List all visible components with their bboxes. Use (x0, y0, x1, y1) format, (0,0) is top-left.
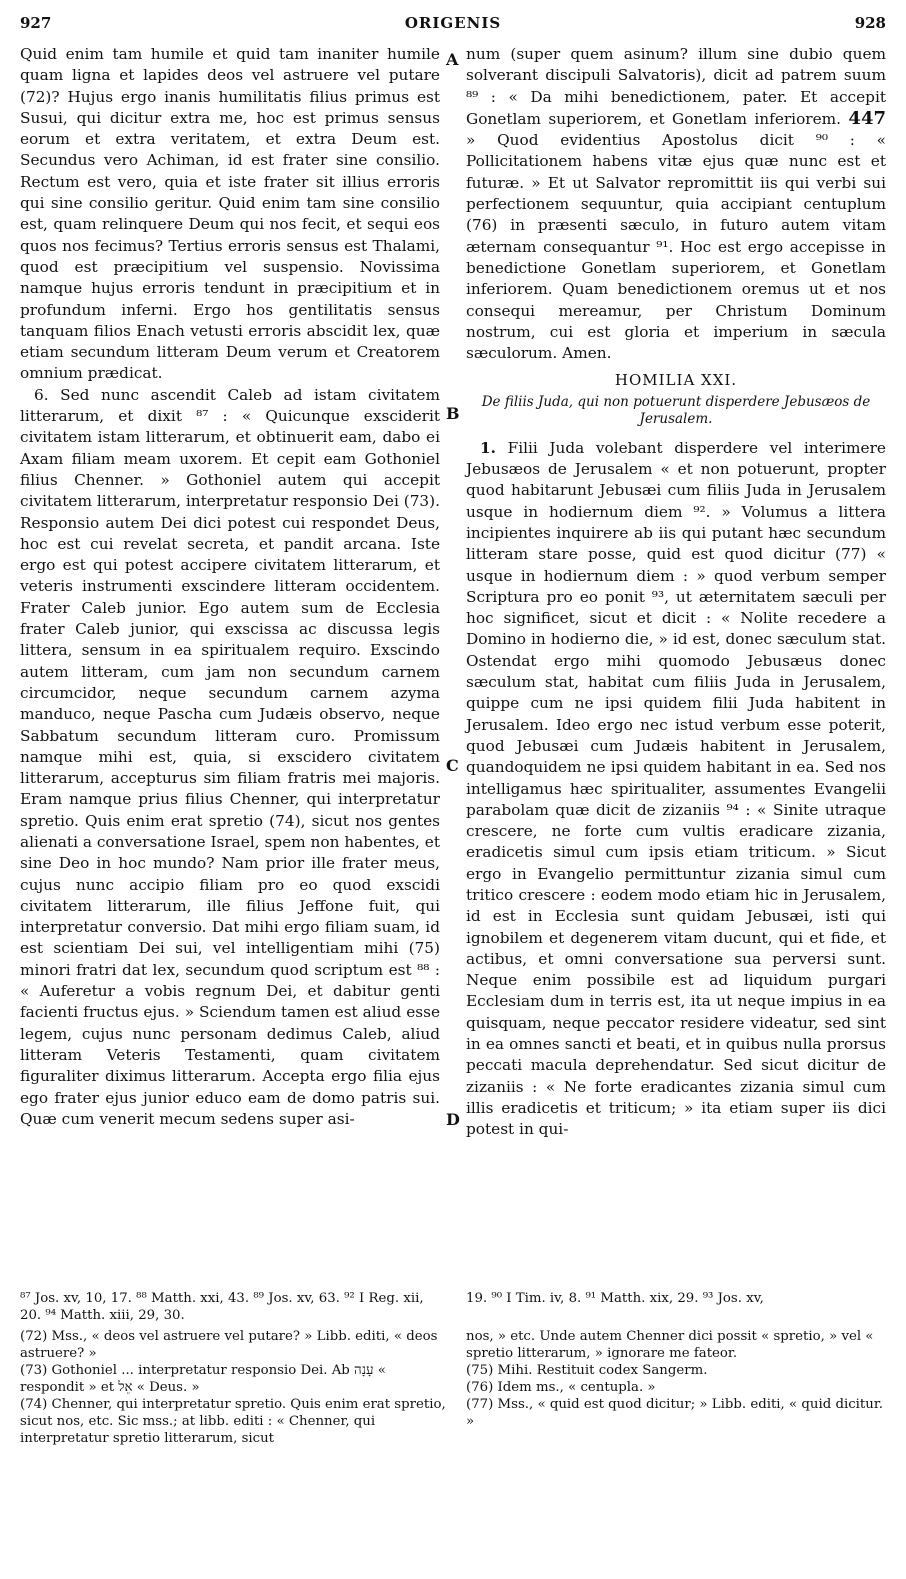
note-73: (73) Gothoniel ... interpretatur responsio Dei. Ab עָנָה « respondit » et אֵל « Deus. » (20, 1363, 386, 1395)
section-number: 447 (848, 107, 886, 129)
right-paragraph-1a: num (super quem asinum? illum sine dubio quem solverant discipuli Salvatoris), dicit ad patrem suum ⁸⁹ : « Da mihi benedictionem, pater. Et accepit Gonetlam superiorem, et Gonetlam inferiorem. (466, 45, 886, 128)
margin-letter-a: A (446, 50, 459, 69)
note-75: (75) Mihi. Restituit codex Sangerm. (466, 1363, 708, 1378)
footnote-references-left: ⁸⁷ Jos. xv, 10, 17. ⁸⁸ Matth. xxi, 43. ⁸⁹ Jos. xv, 63. ⁹² I Reg. xii, 20. ⁹⁴ Matth. xiii, 29, 30. (20, 1291, 424, 1323)
note-77: (77) Mss., « quid est quod dicitur; » Libb. editi, « quid dicitur. » (466, 1397, 883, 1429)
running-header (20, 14, 886, 38)
footnote-references-right: 19. ⁹⁰ I Tim. iv, 8. ⁹¹ Matth. xix, 29. ⁹³ Jos. xv, (466, 1291, 764, 1306)
page-number-left: 927 (20, 14, 52, 32)
left-paragraph-1: Quid enim tam humile et quid tam inaniter humile quam ligna et lapides deos vel astruere vel putare (72)? Hujus ergo inanis humilitatis filius primus est Susui, qui dicitur extra me, hoc est primus sensus eorum et extra veritatem, et extra Deum est. Secundus vero Achiman, id est frater sine consilio. Rectum est vero, quia et iste frater sit illius erroris qui sine consilio geritur. Quid enim tam sine consilio est, quam relinquere Deum qui nos fecit, et sequi eos quos nos fecimus? Tertius erroris sensus est Thalami, quod est præcipitium vel suspensio. Novissima namque hujus erroris tendunt in præcipitium et in profundum inferni. Ergo hos gentilitatis sensus tanquam filios Enach vetusti erroris abscidit lex, quæ etiam secundum litteram Deum verum et Creatorem omnium prædicat. (20, 45, 440, 383)
page-number-right: 928 (854, 14, 886, 32)
note-76: (76) Idem ms., « centupla. » (466, 1380, 656, 1395)
running-title: ORIGENIS (404, 14, 502, 32)
homily-subtitle: De filiis Juda, qui non potuerunt disperdere Jebusæos de Jerusalem. (481, 393, 871, 427)
right-paragraph-2-text: Filii Juda volebant disperdere vel interimere Jebusæos de Jerusalem « et non potuerunt, propter quod habitarunt Jebusæi cum filiis Juda in Jerusalem usque in hodiernum diem ⁹². » Volumus a littera incipientes inquirere ab iis qui putant hæc secundum litteram stare posse, quid est quod dicitur (77) « usque in hodiernum diem : » quod verbum semper Scriptura pro eo ponit ⁹³, ut æternitatem sæculi per hoc significet, sicut et dicit : « Nolite recedere a Domino in hodierno die, » id est, donec sæculum stat. Ostendat ergo mihi quomodo Jebusæus donec sæculum stat, habitat cum filiis Juda in Jerusalem, quippe cum ne ipsi quidem filii Juda habitent in Jerusalem. Ideo ergo nec istud verbum esse poterit, quod Jebusæi cum Judæis habitent in Jerusalem, quandoquidem ne ipsi quidem habitant in ea. Sed nos intelligamus hæc spiritualiter, assumentes Evangelii parabolam quæ dicit de zizaniis ⁹⁴ : « Sinite utraque crescere, ne forte cum vultis eradicare zizania, eradicetis simul cum ipsis etiam triticum. » Sicut ergo in Evangelio permittuntur zizania simul cum tritico crescere : eodem modo etiam hic in Jerusalem, id est in Ecclesia sunt quidam Jebusæi, isti qui ignobilem et degenerem vitam ducunt, qui et fide, et actibus, et omni conversatione sua perversi sunt. Neque enim possibile est ad liquidum purgari Ecclesiam dum in terris est, ita ut neque impius in ea quisquam, neque peccator residere videatur, sed sint in ea omnes sancti et beati, et in quibus nulla prorsus peccati macula deprehendatur. Sed sicut dicitur de zizaniis : « Ne forte eradicantes zizania simul cum illis eradicetis et triticum; » ita etiam super iis dici potest in qui- (466, 438, 886, 1139)
left-column (20, 44, 440, 1130)
right-column (466, 44, 886, 1141)
paragraph-number: 1. (480, 438, 496, 457)
note-74-continued: nos, » etc. Unde autem Chenner dici possit « spretio, » vel « spretio litterarum, » ignorare me fateor. (466, 1329, 874, 1361)
note-72: (72) Mss., « deos vel astruere vel putare? » Libb. editi, « deos astruere? » (20, 1329, 438, 1361)
right-paragraph-1b: » Quod evidentius Apostolus dicit ⁹⁰ : « Pollicitationem habens vitæ ejus quæ nunc est et futuræ. » Et ut Salvator repromittit iis qui verbi sui perfectionem sequuntur, quia accipiant centuplum (76) in præsenti sæculo, in futuro autem vitam æternam consequantur ⁹¹. Hoc est ergo accepisse in benedictione Gonetlam superiorem, et Gonetlam inferiorem. Quam benedictionem oremus ut et nos consequi mereamur, per Christum Dominum nostrum, cui est gloria et imperium in sæcula sæculorum. Amen. (466, 131, 886, 363)
right-paragraph-2 (466, 438, 886, 1141)
notes-left (20, 1328, 446, 1447)
margin-letter-c: C (446, 756, 459, 775)
margin-letter-d: D (446, 1110, 460, 1129)
right-paragraph-1 (466, 44, 886, 364)
homily-title: HOMILIA XXI. (614, 371, 738, 390)
margin-letter-b: B (446, 404, 460, 423)
notes-right (466, 1328, 886, 1430)
left-paragraph-2: 6. Sed nunc ascendit Caleb ad istam civitatem litterarum, et dixit ⁸⁷ : « Quicunque exsciderit civitatem istam litterarum, et obtinuerit eam, dabo ei Axam filiam meam uxorem. Et cepit eam Gothoniel filius Chenner. » Gothoniel autem qui accepit civitatem litterarum, interpretatur responsio Dei (73). Responsio autem Dei dici potest cui respondet Deus, hoc est cui revelat secreta, et pandit arcana. Iste ergo est qui potest accipere civitatem litterarum, et veteris instrumenti exscindere litteram occidentem. Frater Caleb junior. Ego autem sum de Ecclesia frater Caleb junior, qui exscissa ac discussa legis littera, sensum in ea spiritualem requiro. Exscindo autem litteram, cum jam non secundum carnem circumcidor, neque secundum carnem azyma manduco, neque Pascha cum Judæis observo, neque Sabbatum secundum litteram curo. Promissum namque mihi est, quia, si exscidero civitatem litterarum, accepturus sim filiam fratris mei majoris. Eram namque prius filius Chenner, qui interpretatur spretio. Quis enim erat spretio (74), sicut nos gentes alienati a conversatione Israel, spem non habentes, et sine Deo in hoc mundo? Nam prior ille frater meus, cujus nunc accipio filiam pro eo quod exscidi civitatem litterarum, ille filius Jeffone fuit, qui interpretatur conversio. Dat mihi ergo filiam suam, id est scientiam Dei sui, vel intelligentiam mihi (75) minori fratri dat lex, secundum quod scriptum est ⁸⁸ : « Auferetur a vobis regnum Dei, et dabitur genti facienti fructus ejus. » Sciendum tamen est aliud esse legem, cujus nunc personam dedimus Caleb, aliud litteram Veteris Testamenti, quam civitatem figuraliter diximus litterarum. Accepta ergo filia ejus ego frater ejus junior educo eam de domo patris sui. Quæ cum venerit mecum sedens super asi- (20, 385, 440, 1128)
note-74: (74) Chenner, qui interpretatur spretio. Quis enim erat spretio, sicut nos, etc. Sic mss.; at libb. editi : « Chenner, qui interpretatur spretio litterarum, sicut (20, 1397, 446, 1446)
